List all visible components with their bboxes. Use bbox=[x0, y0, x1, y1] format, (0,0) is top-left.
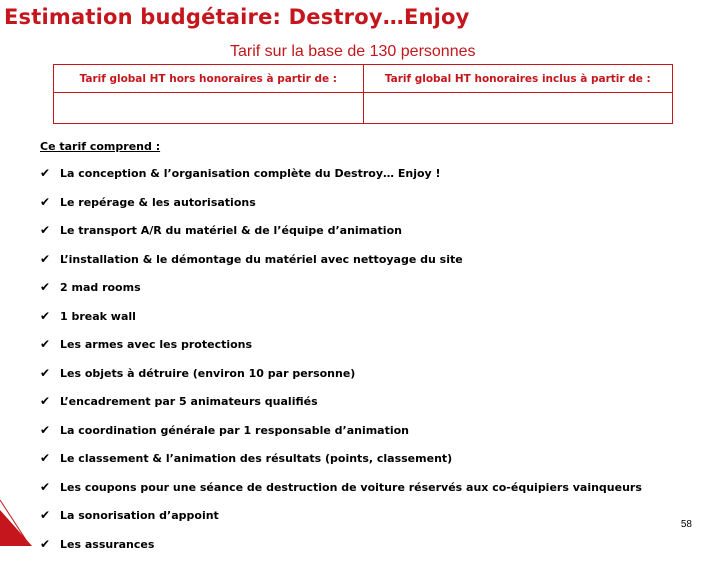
pricing-value-incl-fees bbox=[363, 93, 673, 124]
checkmark-icon: ✔ bbox=[40, 223, 51, 237]
list-item-text: Le transport A/R du matériel & de l’équipe d’animation bbox=[60, 224, 402, 237]
list-item-text: La conception & l’organisation complète du Destroy… Enjoy ! bbox=[60, 167, 441, 180]
pricing-table bbox=[53, 64, 673, 124]
list-item-text: L’encadrement par 5 animateurs qualifiés bbox=[60, 395, 318, 408]
checkmark-icon: ✔ bbox=[40, 394, 51, 408]
list-item-text: Le classement & l’animation des résultats (points, classement) bbox=[60, 452, 453, 465]
corner-decoration bbox=[0, 498, 32, 546]
page-number: 58 bbox=[680, 519, 692, 530]
list-item-text: Les assurances bbox=[60, 537, 155, 551]
list-item-text: Les objets à détruire (environ 10 par personne) bbox=[60, 366, 356, 380]
list-item-text: La sonorisation d’appoint bbox=[60, 509, 219, 522]
checkmark-icon: ✔ bbox=[40, 536, 51, 551]
includes-label: Ce tarif comprend : bbox=[40, 140, 161, 153]
slide-subtitle: Tarif sur la base de 130 personnes bbox=[230, 43, 476, 60]
checkmark-icon: ✔ bbox=[40, 479, 51, 494]
list-item-text: 2 mad rooms bbox=[60, 281, 141, 294]
checkmark-icon: ✔ bbox=[40, 251, 51, 266]
checkmark-icon: ✔ bbox=[40, 194, 51, 209]
list-item-text: L’installation & le démontage du matériel avec nettoyage du site bbox=[60, 252, 463, 266]
checkmark-icon: ✔ bbox=[40, 280, 51, 294]
list-item-text: La coordination générale par 1 responsable d’animation bbox=[60, 423, 410, 437]
list-item-text: Les coupons pour une séance de destruction de voiture réservés aux co-équipiers vainqueurs bbox=[60, 480, 642, 494]
checkmark-icon: ✔ bbox=[40, 365, 51, 380]
slide-title: Estimation budgétaire: Destroy…Enjoy bbox=[4, 5, 470, 29]
checkmark-icon: ✔ bbox=[40, 166, 51, 180]
list-item-text: Le repérage & les autorisations bbox=[60, 195, 256, 209]
pricing-header-incl-fees: Tarif global HT honoraires inclus à partir de : bbox=[363, 65, 673, 93]
checkmark-icon: ✔ bbox=[40, 451, 51, 465]
checkmark-icon: ✔ bbox=[40, 422, 51, 437]
checkmark-icon: ✔ bbox=[40, 508, 51, 522]
checkmark-icon: ✔ bbox=[40, 308, 51, 323]
checkmark-icon: ✔ bbox=[40, 337, 51, 351]
list-item-text: 1 break wall bbox=[60, 309, 136, 323]
pricing-value-excl-fees bbox=[54, 93, 364, 124]
pricing-header-excl-fees: Tarif global HT hors honoraires à partir de : bbox=[54, 65, 364, 93]
list-item-text: Les armes avec les protections bbox=[60, 338, 253, 351]
